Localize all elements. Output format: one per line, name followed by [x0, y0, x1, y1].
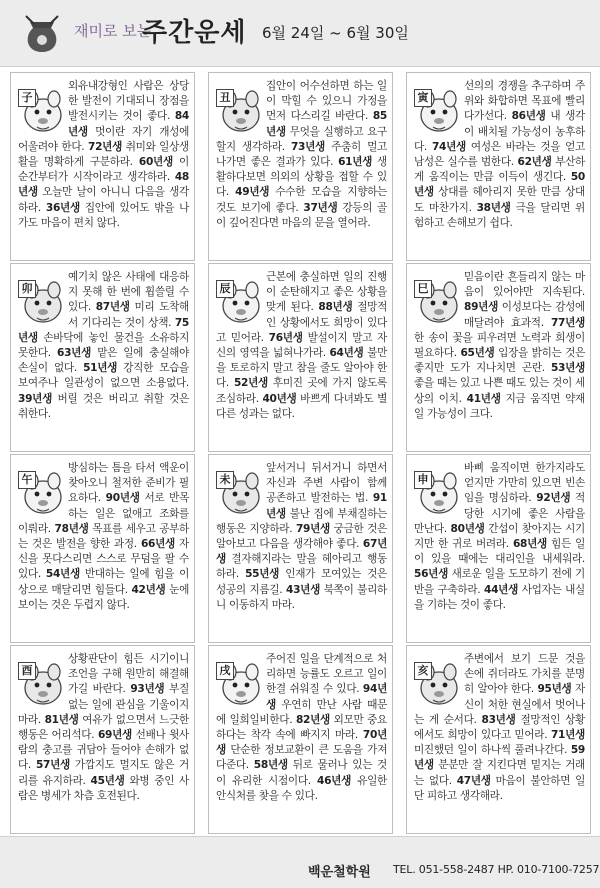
birth-year: 62년생: [517, 156, 552, 169]
rooster-icon: [18, 654, 64, 712]
zodiac-character: 辰: [216, 280, 234, 298]
fortune-sentence: 주변에서 보기 드문 것을 손에 쥐더라도 가치를 분명히 알아야 한다.: [464, 653, 585, 696]
fortune-sentence: 반대하는 일에 힘을 이상으로 매달리면 힘들다.: [18, 568, 189, 596]
birth-year: 38년생: [476, 201, 511, 214]
fortune-sentence: 단순한 정보교환이 큰 도움을 가져다준다.: [216, 744, 387, 772]
fortune-cell: [10, 263, 195, 452]
fortune-sentence: 믿음이란 흔들리지 않는 마음이 있어야만 지속된다.: [464, 271, 585, 299]
page-title: 주간운세: [142, 18, 247, 48]
fortune-sentence: 맡은 일에 충실해야 손실이 없다.: [18, 347, 189, 375]
fortune-sentence: 마음이 불안하면 일단 피하고 생각해라.: [414, 774, 585, 802]
birth-year: 74년생: [431, 140, 466, 153]
fortune-sentence: 절망적인 상황에서도 희망이 있다고 믿어라.: [414, 713, 585, 742]
fortune-sentence: 방심하는 틈을 타서 액운이 찾아오니 철저한 준비가 필요하다.: [68, 462, 189, 505]
birth-year: 36년생: [45, 201, 80, 214]
fortune-sentence: 버릴 것은 버리고 취할 것은 취한다.: [18, 392, 189, 420]
fortune-sentence: 이 순간부터가 시작이라고 생각하라.: [18, 156, 189, 184]
birth-year: 48년생: [18, 171, 189, 199]
fortune-sentence: 강등의 골이 깊어진다면 마음의 문을 열어라.: [216, 201, 387, 229]
birth-year: 94년생: [266, 683, 387, 711]
birth-year: 56년생: [414, 568, 449, 581]
fortune-sentence: 눈에 보이는 것은 두렵지 않다.: [18, 583, 189, 611]
birth-year: 92년생: [536, 492, 571, 505]
birth-year: 41년생: [466, 392, 501, 405]
birth-year: 63년생: [57, 347, 92, 360]
birth-year: 93년생: [130, 683, 165, 696]
fortune-sentence: 손바닥에 놓인 물건을 소유하지 못한다.: [18, 331, 189, 360]
fortune-sentence: 이성보다는 감성에 매달려야 효과적.: [464, 301, 585, 329]
fortune-sentence: 불만을 토로하지 말고 참을 줄도 알아야 한다.: [216, 347, 387, 390]
fortune-sentence: 자신이 처한 현실에서 벗어나는 게 순서다.: [414, 683, 585, 726]
zodiac-character: 申: [414, 471, 432, 489]
fortune-sentence: 후미진 곳에 가지 않도록 조심하라.: [216, 377, 387, 405]
birth-year: 76년생: [268, 331, 303, 344]
zodiac-character: 寅: [414, 89, 432, 107]
birth-year: 72년생: [88, 140, 123, 153]
header-subtitle: 재미로 보는: [74, 22, 152, 40]
fortune-sentence: 절망적인 상황에서도 희망이 있다고 믿어라.: [216, 301, 387, 344]
birth-year: 82년생: [295, 713, 330, 726]
contact-phone: TEL. 051-558-2487 HP. 010-7100-7257: [393, 863, 600, 876]
birth-year: 44년생: [484, 583, 519, 596]
academy-name: 백운철학원: [308, 865, 371, 880]
footer: [0, 836, 600, 888]
birth-year: 88년생: [318, 301, 353, 314]
fortune-sentence: 북쪽이 불리하니 이동하지 마라.: [216, 583, 387, 611]
fortune-sentence: 결자해지라는 말을 헤아리고 행동하라.: [216, 553, 387, 581]
fortune-sentence: 무엇을 실행하고 요구할지 생각하라.: [216, 125, 387, 153]
fortune-sentence: 바삐 움직이면 한가지라도 얻지만 가만히 있으면 빈손임을 명심하라.: [464, 462, 585, 505]
birth-year: 51년생: [83, 362, 118, 375]
fortune-sentence: 내 생각이 배치될 가능성이 농후하다.: [414, 110, 585, 153]
fortune-sentence: 불난 집에 부채질하는 행동은 지양하라.: [216, 507, 387, 535]
fortune-sentence: 상황판단이 힘든 시기이니 조언을 구해 원만히 해결해가길 바란다.: [68, 653, 189, 696]
fortune-sentence: 여성은 바라는 것을 얻고 남성은 실수를 범한다.: [414, 140, 585, 169]
zodiac-character: 未: [216, 471, 234, 489]
birth-year: 86년생: [511, 110, 546, 123]
dragon-icon: [216, 272, 262, 330]
fortune-sentence: 가깝지도 멀지도 않은 거리를 유지하라.: [18, 759, 189, 787]
birth-year: 71년생: [550, 729, 585, 742]
fortune-sentence: 앞서거니 뒤서거니 하면서 자신과 주변 사람이 함께 공존하고 발전하는 법.: [266, 462, 387, 505]
rat-icon: [18, 81, 64, 139]
fortune-sentence: 여유가 없으면서 느긋한 행동은 어리석다.: [18, 713, 189, 742]
zodiac-character: 亥: [414, 662, 432, 680]
birth-year: 39년생: [18, 392, 53, 405]
monkey-icon: [414, 463, 460, 521]
birth-year: 80년생: [450, 522, 485, 535]
fortune-sentence: 부산하게 움직이는 만큼 이득이 생긴다.: [414, 156, 585, 184]
birth-year: 84년생: [68, 110, 189, 138]
fortune-sentence: 인재가 모여있는 것은 성공의 지름길.: [216, 568, 387, 596]
fortune-sentence: 오늘만 날이 아니니 다음을 생각하라.: [18, 186, 189, 214]
fortune-sentence: 발설이지 말고 자신의 영역을 넓혀나가라.: [216, 331, 387, 360]
fortune-sentence: 사업자는 내실을 기하는 것이 좋다.: [414, 583, 585, 611]
birth-year: 37년생: [303, 201, 338, 214]
birth-year: 46년생: [317, 774, 352, 787]
fortune-sentence: 수수한 모습을 지향하는 것도 보기에 좋다.: [216, 186, 387, 214]
zodiac-character: 巳: [414, 280, 432, 298]
birth-year: 69년생: [97, 729, 132, 742]
fortune-cell: [10, 454, 195, 643]
birth-year: 83년생: [481, 713, 516, 726]
date-range: 6월 24일 ~ 6월 30일: [262, 24, 409, 42]
fortune-cell: [406, 72, 591, 261]
birth-year: 77년생: [550, 316, 585, 329]
dog-icon: [216, 654, 262, 712]
fortune-sentence: 예기치 않은 사태에 대응하지 못해 한 번에 휩쓸릴 수 있다.: [68, 271, 189, 314]
snake-icon: [414, 272, 460, 330]
fortune-sentence: 뒤로 물러나 있는 것이 유리한 시점이다.: [216, 759, 387, 787]
birth-year: 95년생: [537, 683, 572, 696]
fortune-cell: [208, 454, 393, 643]
birth-year: 78년생: [54, 522, 89, 535]
fortune-pouch-icon: [18, 8, 66, 56]
zodiac-character: 戌: [216, 662, 234, 680]
fortune-sentence: 주춤히 멀고 나가면 좋은 결과가 있다.: [216, 140, 387, 169]
fortune-sentence: 취미와 일상생활을 명확하게 구분하라.: [18, 140, 189, 169]
fortune-sentence: 힘든 일이 있을 때에는 대리인을 내세워라.: [414, 538, 585, 566]
zodiac-character: 丑: [216, 89, 234, 107]
fortune-sentence: 외유내강형인 사람은 상당한 발전이 기대되니 장점을 발전시키는 것이 좋다.: [68, 80, 189, 123]
tiger-icon: [414, 81, 460, 139]
fortune-cell: [208, 263, 393, 452]
birth-year: 64년생: [329, 347, 364, 360]
fortune-cell: [10, 645, 195, 834]
fortune-sentence: 생활하다보면 의외의 상황을 접할 수 있다.: [216, 156, 387, 199]
birth-year: 40년생: [262, 392, 297, 405]
fortune-cell: [10, 72, 195, 261]
birth-year: 68년생: [512, 538, 547, 551]
fortune-sentence: 미진했던 일이 하나씩 풀려나간다.: [414, 744, 571, 757]
fortune-sentence: 상대를 헤아리지 못한 만큼 상대도 마찬가지.: [414, 186, 585, 214]
fortune-sentence: 극을 달리면 위험하고 손해보기 쉽다.: [414, 201, 585, 229]
fortune-sentence: 멋이란 자기 개성에 어울려야 한다.: [18, 125, 189, 153]
fortune-sentence: 한 송이 꽃을 피우려면 노력과 희생이 필요하다.: [414, 331, 585, 360]
birth-year: 53년생: [550, 362, 585, 375]
fortune-sentence: 집안에 있어도 밖을 나가도 마음이 편치 않다.: [18, 201, 189, 229]
birth-year: 81년생: [44, 713, 79, 726]
fortune-sentence: 우연히 만난 사람 때문에 일희일비한다.: [216, 698, 387, 726]
fortune-cell: [208, 645, 393, 834]
fortune-sentence: 주어진 일을 단계적으로 처리하면 능률도 오르고 일이 한결 쉬워질 수 있다.: [266, 653, 387, 696]
birth-year: 91년생: [266, 492, 387, 520]
birth-year: 47년생: [456, 774, 491, 787]
fortune-sentence: 선배나 윗사람의 충고를 귀담아 들어야 손해가 없다.: [18, 729, 189, 772]
birth-year: 43년생: [286, 583, 321, 596]
horse-icon: [18, 463, 64, 521]
fortune-sentence: 새로운 일을 도모하기 전에 기반을 구축하라.: [414, 568, 585, 596]
birth-year: 66년생: [140, 538, 175, 551]
fortune-sentence: 궁금한 것은 알아보고 다음을 생각해야 좋다.: [216, 522, 387, 551]
fortune-sentence: 선의의 경쟁을 추구하며 주위와 화합하면 목표에 빨리 다가선다.: [464, 80, 585, 123]
fortune-sentence: 적당한 시기에 좋은 사람을 만난다.: [414, 492, 585, 535]
birth-year: 89년생: [464, 301, 499, 314]
birth-year: 60년생: [138, 156, 173, 169]
fortune-sentence: 집안이 어수선하면 하는 일이 막힐 수 있으니 가정을 먼저 다스리길 바란다.: [266, 80, 387, 123]
zodiac-character: 酉: [18, 662, 36, 680]
birth-year: 90년생: [105, 492, 140, 505]
birth-year: 67년생: [216, 538, 387, 566]
sheep-icon: [216, 463, 262, 521]
fortune-sentence: 좋을 때는 있고 나쁜 때도 있는 것이 세상의 이치.: [414, 377, 585, 405]
fortune-cell: [406, 454, 591, 643]
birth-year: 54년생: [45, 568, 80, 581]
fortune-sentence: 서로 반목하는 일은 없애고 조화를 이뤄라.: [18, 492, 190, 535]
fortune-cell: [406, 645, 591, 834]
birth-year: 49년생: [235, 186, 270, 199]
fortune-sentence: 분분만 잘 지킨다면 밑지는 거래는 없다.: [414, 759, 585, 787]
fortune-sentence: 입장을 밝히는 것은 좋지만 도가 지나치면 곤란.: [414, 347, 585, 375]
fortune-sentence: 와병 중인 사람은 병세가 차츰 호전된다.: [18, 774, 189, 802]
fortune-sentence: 근본에 충실하면 일의 진행이 순탄해지고 좋은 상황을 맞게 된다.: [266, 271, 387, 314]
birth-year: 65년생: [460, 347, 495, 360]
birth-year: 79년생: [295, 522, 330, 535]
zodiac-character: 午: [18, 471, 36, 489]
fortune-sentence: 외모만 중요하다는 착각 속에 빠지지 마라.: [216, 713, 387, 742]
ox-icon: [216, 81, 262, 139]
birth-year: 61년생: [338, 156, 373, 169]
birth-year: 85년생: [266, 110, 387, 138]
birth-year: 70년생: [216, 729, 387, 757]
fortune-sentence: 미리 도착해서 기다리는 것이 상책.: [68, 301, 189, 329]
birth-year: 87년생: [95, 301, 130, 314]
fortune-sentence: 강직한 모습을 보여주나 일관성이 없으면 소용없다.: [18, 362, 189, 390]
fortune-sentence: 부질없는 일에 관심을 기울이지 마라.: [18, 683, 190, 726]
fortune-sentence: 바쁘게 다녀봐도 별다른 성과는 없다.: [216, 392, 387, 420]
fortune-sentence: 지금 움직면 약재일 가능성이 크다.: [414, 392, 585, 420]
birth-year: 58년생: [253, 759, 288, 772]
fortune-sentence: 유일한 안식처를 찾을 수 있다.: [216, 774, 387, 802]
zodiac-character: 卯: [18, 280, 36, 298]
birth-year: 55년생: [245, 568, 280, 581]
birth-year: 75년생: [18, 316, 189, 344]
fortune-sentence: 자신을 못다스리면 스스로 무덤을 팔 수 있다.: [18, 538, 189, 581]
birth-year: 50년생: [414, 171, 585, 199]
birth-year: 52년생: [233, 377, 268, 390]
pig-icon: [414, 654, 460, 712]
header: [0, 0, 600, 67]
birth-year: 73년생: [290, 140, 325, 153]
birth-year: 59년생: [414, 744, 585, 772]
fortune-sentence: 간섭이 찾아지는 시기지만 한 귀로 버려라.: [414, 522, 585, 551]
rabbit-icon: [18, 272, 64, 330]
fortune-cell: [406, 263, 591, 452]
birth-year: 45년생: [90, 774, 125, 787]
fortune-cell: [208, 72, 393, 261]
birth-year: 42년생: [131, 583, 166, 596]
birth-year: 57년생: [35, 759, 70, 772]
zodiac-character: 子: [18, 89, 36, 107]
fortune-sentence: 목표를 세우고 공부하는 것은 발전을 향한 과정.: [18, 522, 189, 551]
